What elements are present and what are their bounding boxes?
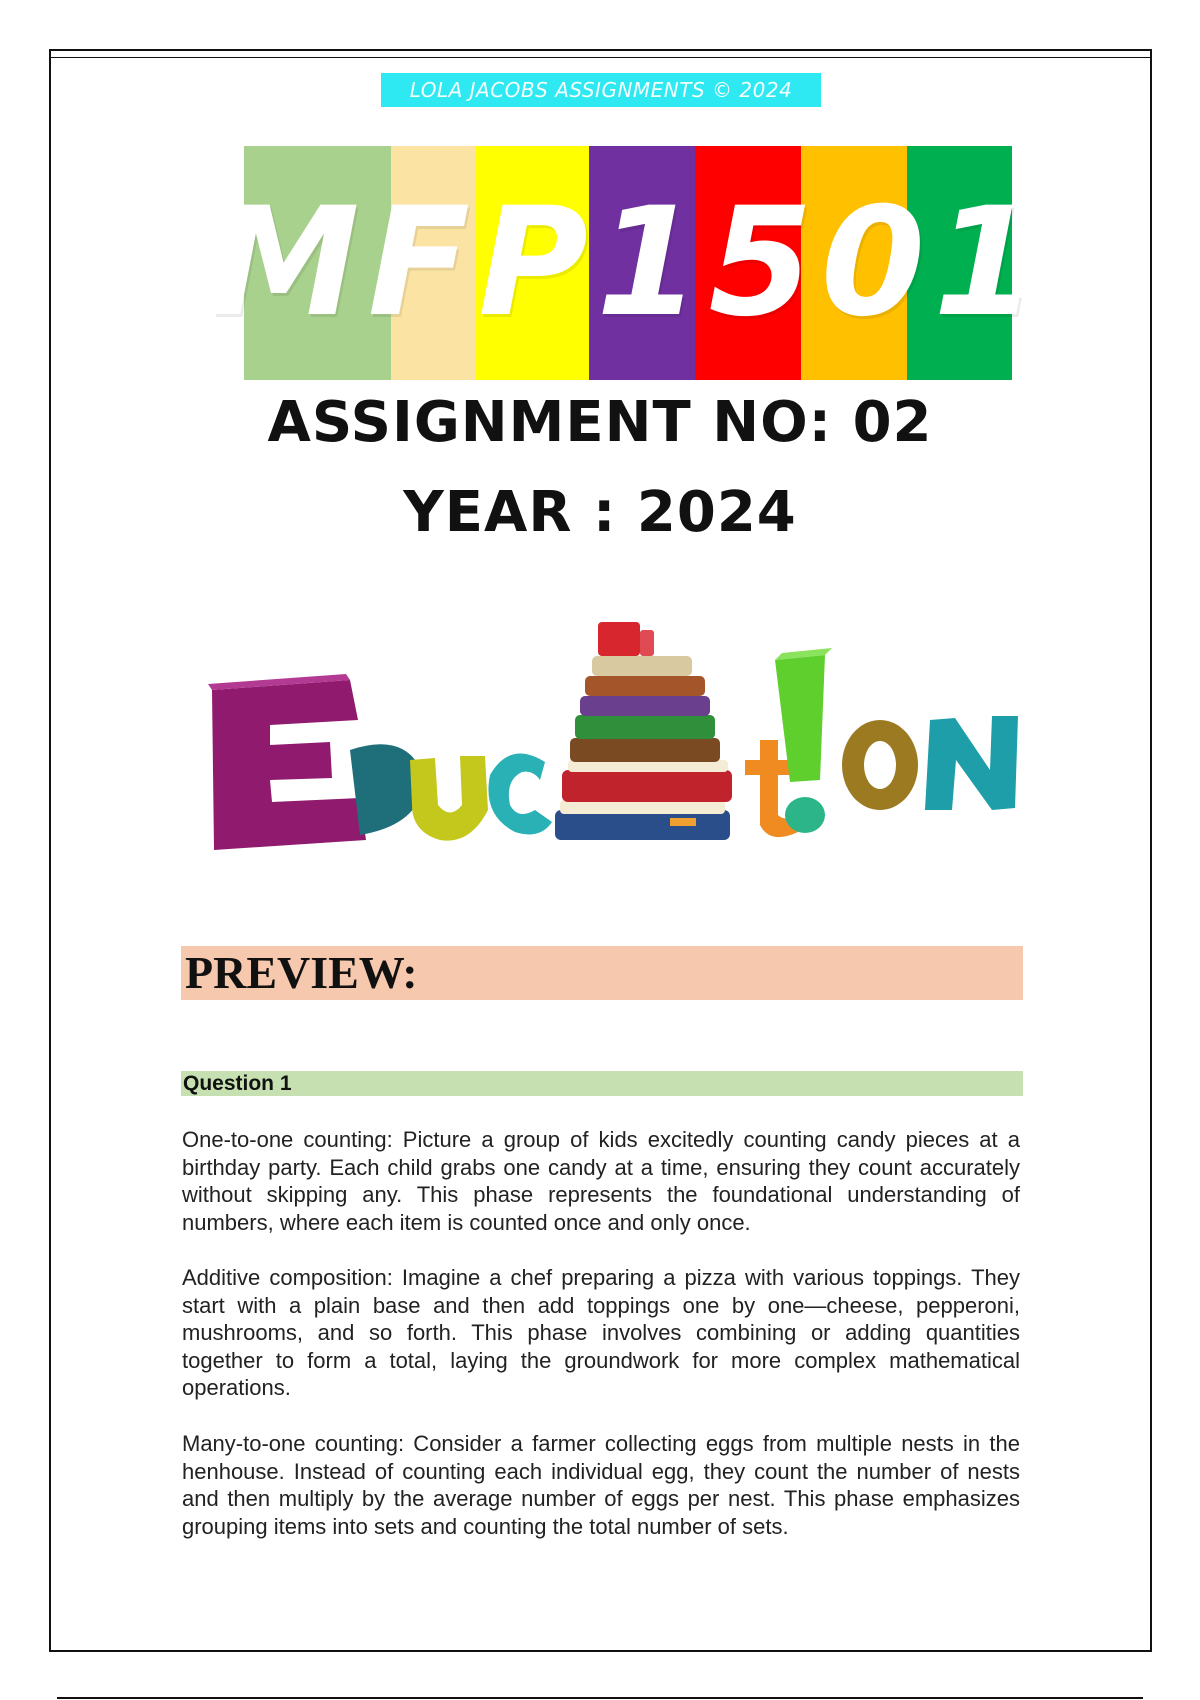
course-code: MFP1501 <box>210 176 1046 350</box>
assignment-number: ASSIGNMENT NO: 02 <box>267 390 933 455</box>
logo-exclamation <box>775 648 832 833</box>
assignment-year: YEAR : 2024 <box>403 480 797 545</box>
logo-letter-e <box>208 674 366 850</box>
preview-heading: PREVIEW: <box>185 947 418 998</box>
question-heading-bar <box>181 1071 1023 1096</box>
answer-paragraph: Additive composition: Imagine a chef preparing a pizza with various toppings. They start with a plain base and then add toppings one by one—cheese, pepperoni, mushrooms, and so forth. This phase involves combining or adding quantities together to form a total, laying the groundwork for more complex mathematical operations. <box>182 1265 1020 1400</box>
answer-paragraph: One-to-one counting: Picture a group of kids excitedly counting candy pieces at a birthday party. Each child grabs one candy at a time, ensuring they count accurately without skipping any. This phase represents the foundational understanding of numbers, where each item is counted once and only once. <box>182 1127 1020 1235</box>
bottom-rule <box>57 1697 1143 1699</box>
course-code-text-wrap <box>210 146 1046 380</box>
logo-letter-u <box>410 756 488 841</box>
education-logo-image <box>200 610 1070 860</box>
question-heading: Question 1 <box>183 1072 292 1095</box>
answer-paragraph: Many-to-one counting: Consider a farmer collecting eggs from multiple nests in the henhouse. Instead of counting each individual egg, they count the number of nests and then multiply by the average number of eggs per nest. This phase emphasizes grouping items into sets and counting the total number of sets. <box>182 1431 1020 1539</box>
watermark-label: LOLA JACOBS ASSIGNMENTS © 2024 <box>381 73 821 107</box>
page-border-inner-rule <box>49 57 1152 58</box>
logo-letter-c <box>488 754 552 835</box>
logo-letter-n <box>925 716 1018 810</box>
logo-letter-o <box>842 720 918 810</box>
book-stack-icon <box>555 622 732 840</box>
preview-heading-bar <box>181 946 1023 1000</box>
